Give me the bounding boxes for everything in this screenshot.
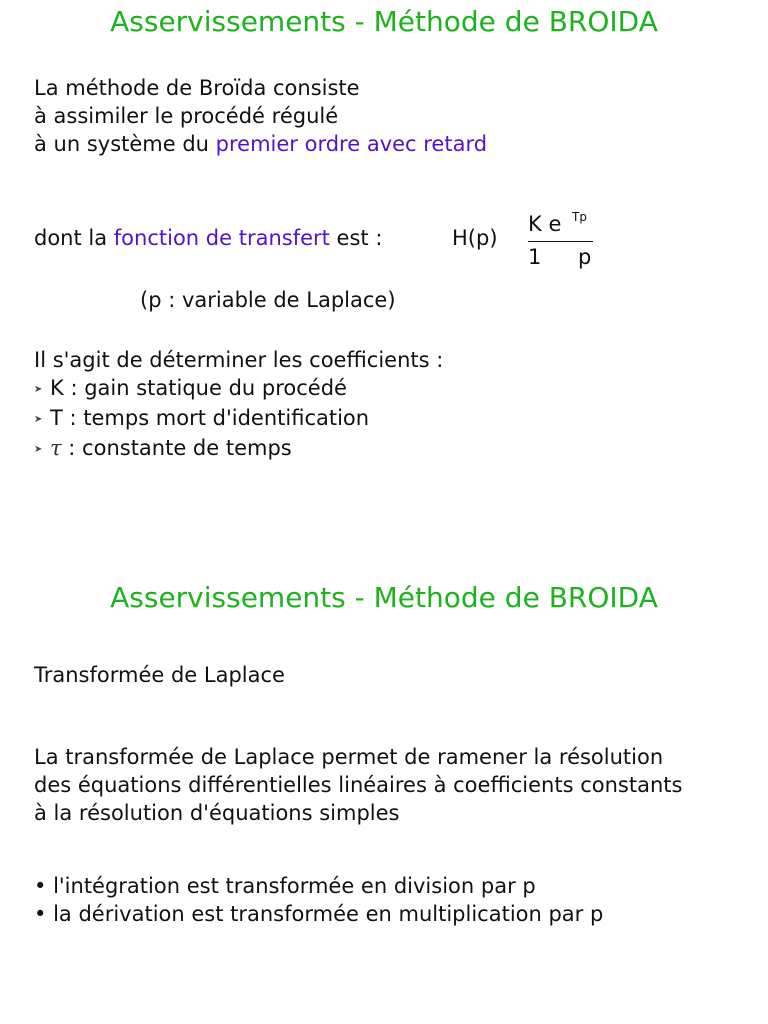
coefficient-text: : gain statique du procédé: [63, 376, 347, 400]
formula-denominator-right: p: [578, 245, 592, 269]
formula-lhs: H(p): [452, 226, 498, 250]
coefficient-item: [34, 434, 443, 464]
transfer-prefix: dont la: [34, 226, 114, 250]
fraction-bar: [528, 241, 593, 242]
transfer-function-highlight: fonction de transfert: [113, 226, 330, 250]
coefficient-text: : temps mort d'identification: [62, 406, 370, 430]
first-order-highlight: premier ordre avec retard: [215, 132, 488, 156]
transfer-function-formula: [452, 210, 612, 274]
formula-exponent: Tp: [572, 210, 587, 224]
formula-numerator: K e: [528, 212, 562, 236]
slide2-title: Asservissements - Méthode de BROIDA: [110, 581, 658, 614]
coefficients-heading: Il s'agit de déterminer les coefficients :: [34, 348, 444, 372]
small-arrow-bullet-icon: ➤: [34, 444, 43, 455]
bullet-dot-icon: •: [34, 902, 54, 926]
paragraph-line-2: des équations différentielles linéaires à coefficients constants: [34, 773, 683, 797]
intro-line-1: La méthode de Broïda consiste: [34, 76, 360, 100]
intro-line-3-prefix: à un système du: [34, 132, 216, 156]
small-arrow-bullet-icon: ➤: [34, 414, 43, 425]
laplace-paragraph: [34, 743, 682, 827]
paragraph-line-3: à la résolution d'équations simples: [34, 801, 400, 825]
coefficient-symbol: τ: [50, 436, 62, 460]
bullet-dot-icon: •: [34, 874, 54, 898]
laplace-bullet-list: [34, 872, 603, 928]
list-item: [34, 900, 603, 928]
transfer-suffix: est :: [329, 226, 383, 250]
coefficient-symbol: K: [50, 376, 64, 400]
coefficient-item: [34, 374, 443, 404]
coefficients-block: [34, 346, 443, 464]
coefficient-item: [34, 404, 443, 434]
coefficient-text: : constante de temps: [61, 436, 292, 460]
intro-paragraph: [34, 74, 487, 158]
list-item: [34, 872, 603, 900]
list-item-text: l'intégration est transformée en division par p: [53, 874, 536, 898]
paragraph-line-1: La transformée de Laplace permet de ramener la résolution: [34, 745, 664, 769]
list-item-text: la dérivation est transformée en multiplication par p: [53, 902, 604, 926]
slide2-subtitle: Transformée de Laplace: [34, 663, 285, 687]
coefficient-symbol: T: [50, 406, 63, 430]
laplace-note: (p : variable de Laplace): [140, 288, 396, 312]
intro-line-2: à assimiler le procédé régulé: [34, 104, 339, 128]
transfer-line: [34, 224, 382, 252]
intro-line-3: [34, 130, 487, 158]
formula-denominator-left: 1: [528, 245, 542, 269]
small-arrow-bullet-icon: ➤: [34, 384, 43, 395]
slide1-title: Asservissements - Méthode de BROIDA: [110, 5, 658, 38]
